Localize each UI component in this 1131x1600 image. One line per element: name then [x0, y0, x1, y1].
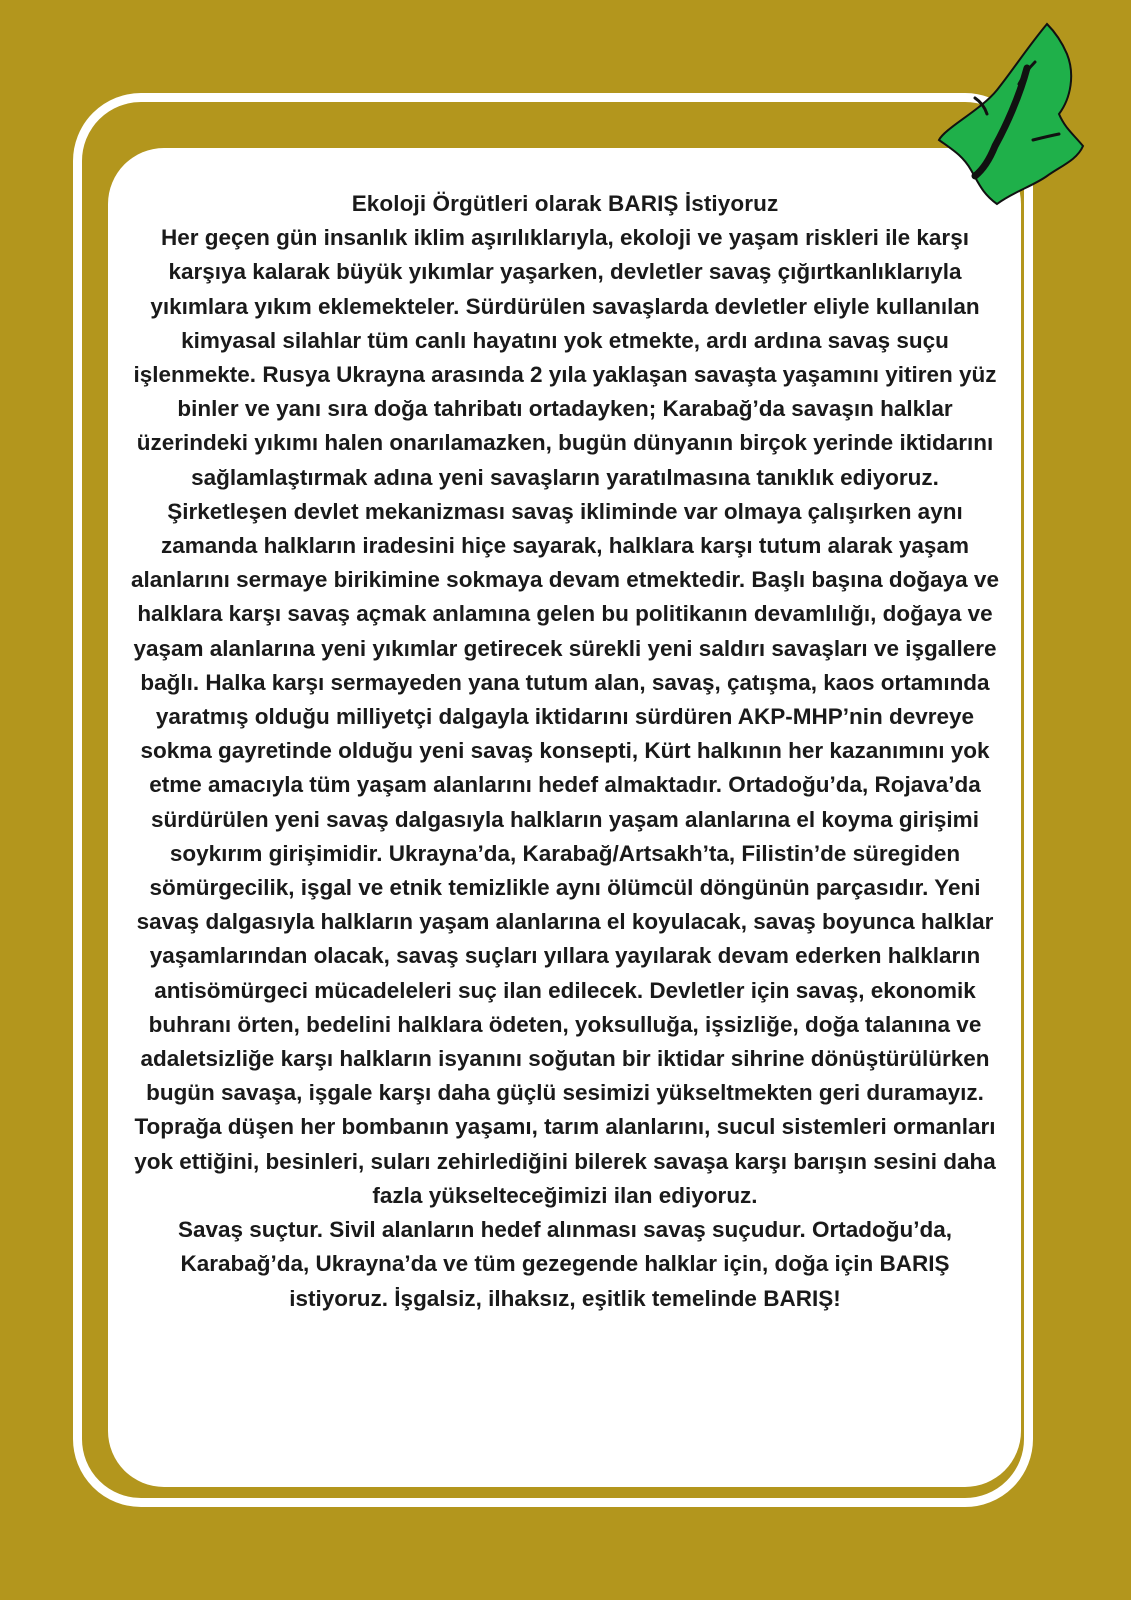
document-title: Ekoloji Örgütleri olarak BARIŞ İstiyoruz: [351, 191, 779, 216]
leaf-icon: [935, 18, 1085, 208]
document-closing: Savaş suçtur. Sivil alanların hedef alınması savaş suçudur. Ortadoğu’da, Karabağ’da, Ukrayna’da ve tüm gezegende halklar için, doğa için BARIŞ istiyoruz. İşgalsiz, ilhaksız, eşitlik temelinde BARIŞ!: [177, 1217, 953, 1311]
statement-text: [130, 187, 1000, 1316]
document-body: Her geçen gün insanlık iklim aşırılıklarıyla, ekoloji ve yaşam riskleri ile karşı karşıya kalarak büyük yıkımlar yaşarken, devletler savaş çığırtkanlıklarıyla yıkımlara yıkım eklemekteler. Sürdürülen savaşlarda devletler eliyle kullanılan kimyasal silahlar tüm canlı hayatını yok etmekte, ardı ardına savaş suçu işlenmekte. Rusya Ukrayna arasında 2 yıla yaklaşan savaşta yaşamını yitiren yüz binler ve yanı sıra doğa tahribatı ortadayken; Karabağ’da savaşın halklar üzerindeki yıkımı halen onarılamazken, bugün dünyanın birçok yerinde iktidarını sağlamlaştırmak adına yeni savaşların yaratılmasına tanıklık ediyoruz. Şirketleşen devlet mekanizması savaş ikliminde var olmaya çalışırken aynı zamanda halkların iradesini hiçe sayarak, halklara karşı tutum alarak yaşam alanlarını sermaye birikimine sokmaya devam etmektedir. Başlı başına doğaya ve halklara karşı savaş açmak anlamına gelen bu politikanın devamlılığı, doğaya ve yaşam alanlarına yeni yıkımlar getirecek sürekli yeni saldırı savaşları ve işgallere bağlı. Halka karşı sermayeden yana tutum alan, savaş, çatışma, kaos ortamında yaratmış olduğu milliyetçi dalgayla iktidarını sürdüren AKP-MHP’nin devreye sokma gayretinde olduğu yeni savaş konsepti, Kürt halkının her kazanımını yok etme amacıyla tüm yaşam alanlarını hedef almaktadır. Ortadoğu’da, Rojava’da sürdürülen yeni savaş dalgasıyla halkların yaşam alanlarına el koyma girişimi soykırım girişimidir. Ukrayna’da, Karabağ/Artsakh’ta, Filistin’de süregiden sömürgecilik, işgal ve etnik temizlikle aynı ölümcül döngünün parçasıdır. Yeni savaş dalgasıyla halkların yaşam alanlarına el koyulacak, savaş boyunca halklar yaşamlarından olacak, savaş suçları yıllara yayılarak devam ederken halkların antisömürgeci mücadeleleri suç ilan edilecek. Devletler için savaş, ekonomik buhranı örten, bedelini halklara ödeten, yoksulluğa, işsizliğe, doğa talanına ve adaletsizliğe karşı halkların isyanını soğutan bir iktidar sihrine dönüştürülürken bugün savaşa, işgale karşı daha güçlü sesimizi yükseltmekten geri duramayız. Toprağa düşen her bombanın yaşamı, tarım alanlarını, sucul sistemleri ormanları yok ettiğini, besinleri, suları zehirlediğini bilerek savaşa karşı barışın sesini daha fazla yükselteceğimizi ilan ediyoruz.: [131, 225, 999, 1208]
